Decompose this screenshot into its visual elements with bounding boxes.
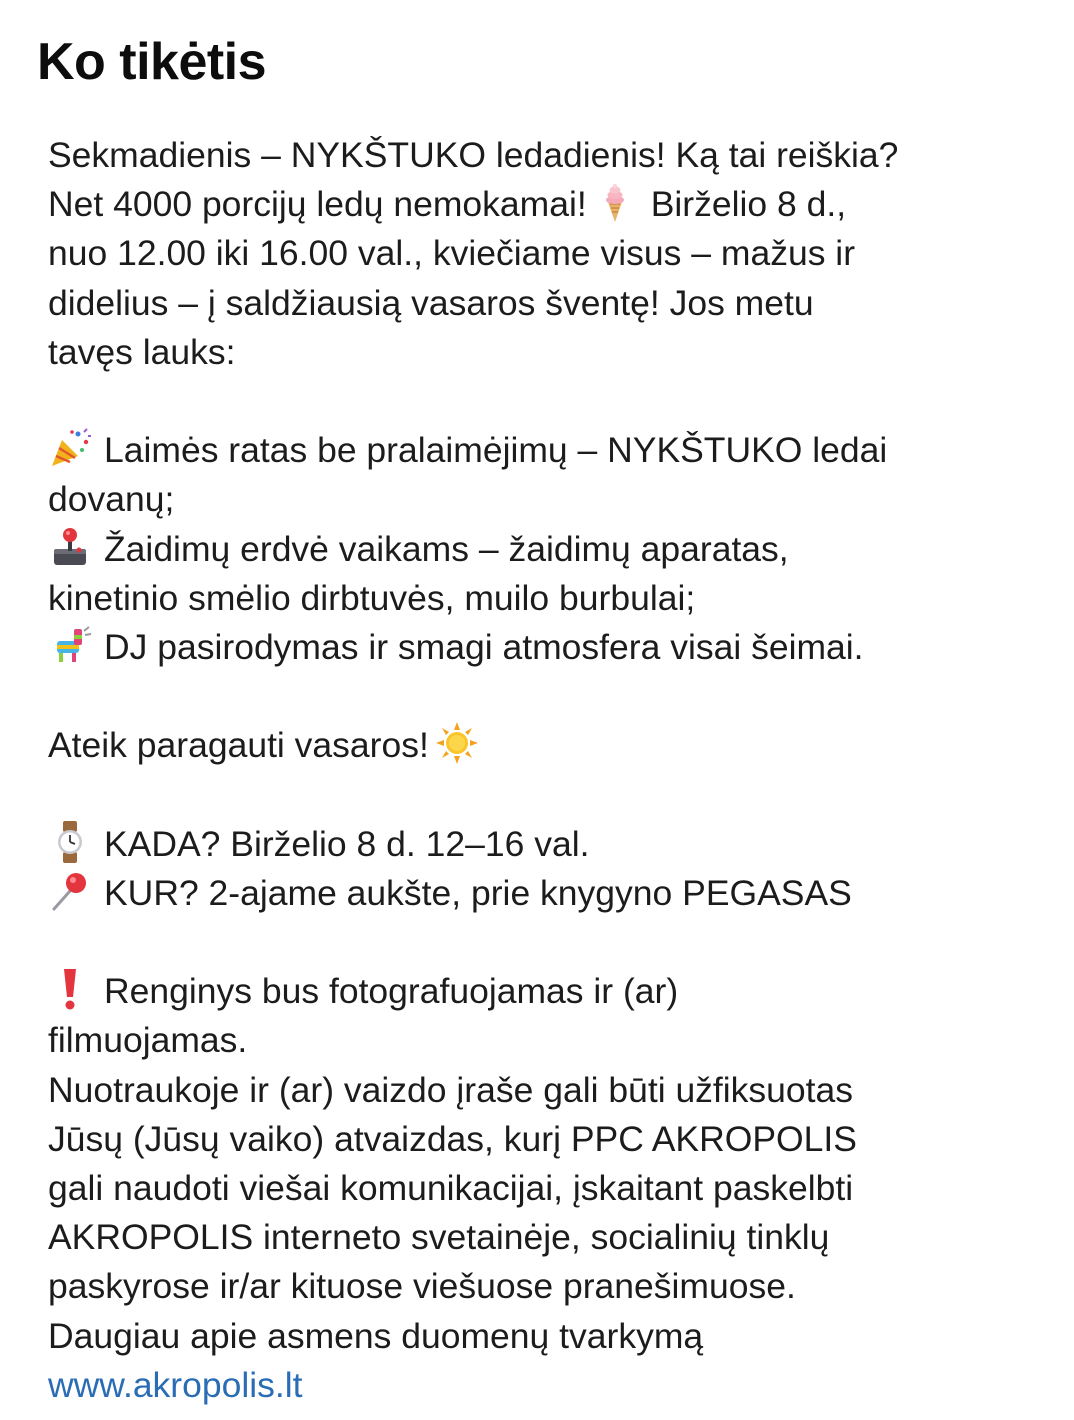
when-text: KADA? Birželio 8 d. 12–16 val. — [104, 823, 590, 864]
notice-line: AKROPOLIS interneto svetainėje, socialinių tinklų — [48, 1217, 830, 1258]
ice-cream-icon — [593, 182, 637, 222]
list-item-text: DJ pasirodymas ir smagi atmosfera visai šeimai. — [104, 626, 864, 667]
spacer — [48, 672, 1058, 721]
notice-line: Jūsų (Jūsų vaiko) atvaizdas, kurį PPC AKROPOLIS — [48, 1118, 857, 1159]
cta-text: Ateik paragauti vasaros! — [48, 725, 429, 766]
intro-text: Birželio 8 d., — [650, 184, 847, 225]
notice-line — [48, 967, 1058, 1016]
spacer — [48, 770, 1058, 819]
notice-text: Renginys bus fotografuojamas ir (ar) — [104, 971, 679, 1012]
pinata-icon — [48, 625, 92, 665]
intro-line: Sekmadienis – NYKŠTUKO ledadienis! Ką tai reiškia? — [48, 135, 899, 175]
sun-icon — [435, 723, 479, 763]
list-item-continuation: dovanų; — [48, 479, 175, 520]
intro-line: didelius – į saldžiausią vasaros šventę! Jos metu — [48, 282, 814, 323]
where-text: KUR? 2-ajame aukšte, prie knygyno PEGASAS — [104, 872, 852, 913]
intro-text: Net 4000 porcijų ledų nemokamai! — [48, 184, 587, 225]
joystick-icon — [48, 527, 92, 567]
intro-line — [48, 180, 1058, 229]
list-item-continuation: kinetinio smėlio dirbtuvės, muilo burbulai; — [48, 577, 696, 618]
party-popper-icon — [48, 428, 92, 468]
notice-line: Nuotraukoje ir (ar) vaizdo įraše gali būti užfiksuotas — [48, 1069, 854, 1110]
cta-line — [48, 721, 1058, 770]
watch-icon — [48, 822, 92, 862]
spacer — [48, 918, 1058, 967]
list-item — [48, 623, 1058, 672]
notice-line: Daugiau apie asmens duomenų tvarkymą — [48, 1315, 704, 1356]
list-item — [48, 525, 1058, 574]
pushpin-icon — [48, 871, 92, 911]
list-item — [48, 426, 1058, 475]
post-body — [48, 131, 1058, 1410]
notice-line — [48, 1361, 1058, 1410]
where-line — [48, 869, 1058, 918]
page-title: Ko tikėtis — [37, 33, 267, 91]
spacer — [48, 377, 1058, 426]
when-line — [48, 820, 1058, 869]
list-item-text: Laimės ratas be pralaimėjimų – NYKŠTUKO ledai — [104, 430, 888, 471]
intro-line: tavęs lauks: — [48, 331, 236, 372]
exclamation-icon — [48, 969, 92, 1009]
notice-line: paskyrose ir/ar kituose viešuose pranešimuose. — [48, 1266, 796, 1307]
notice-line: gali naudoti viešai komunikacijai, įskaitant paskelbti — [48, 1167, 854, 1208]
notice-line: filmuojamas. — [48, 1020, 248, 1061]
akropolis-website-link[interactable]: www.akropolis.lt — [48, 1364, 303, 1405]
list-item-text: Žaidimų erdvė vaikams – žaidimų aparatas, — [104, 528, 789, 569]
intro-line: nuo 12.00 iki 16.00 val., kviečiame visus – mažus ir — [48, 233, 856, 274]
